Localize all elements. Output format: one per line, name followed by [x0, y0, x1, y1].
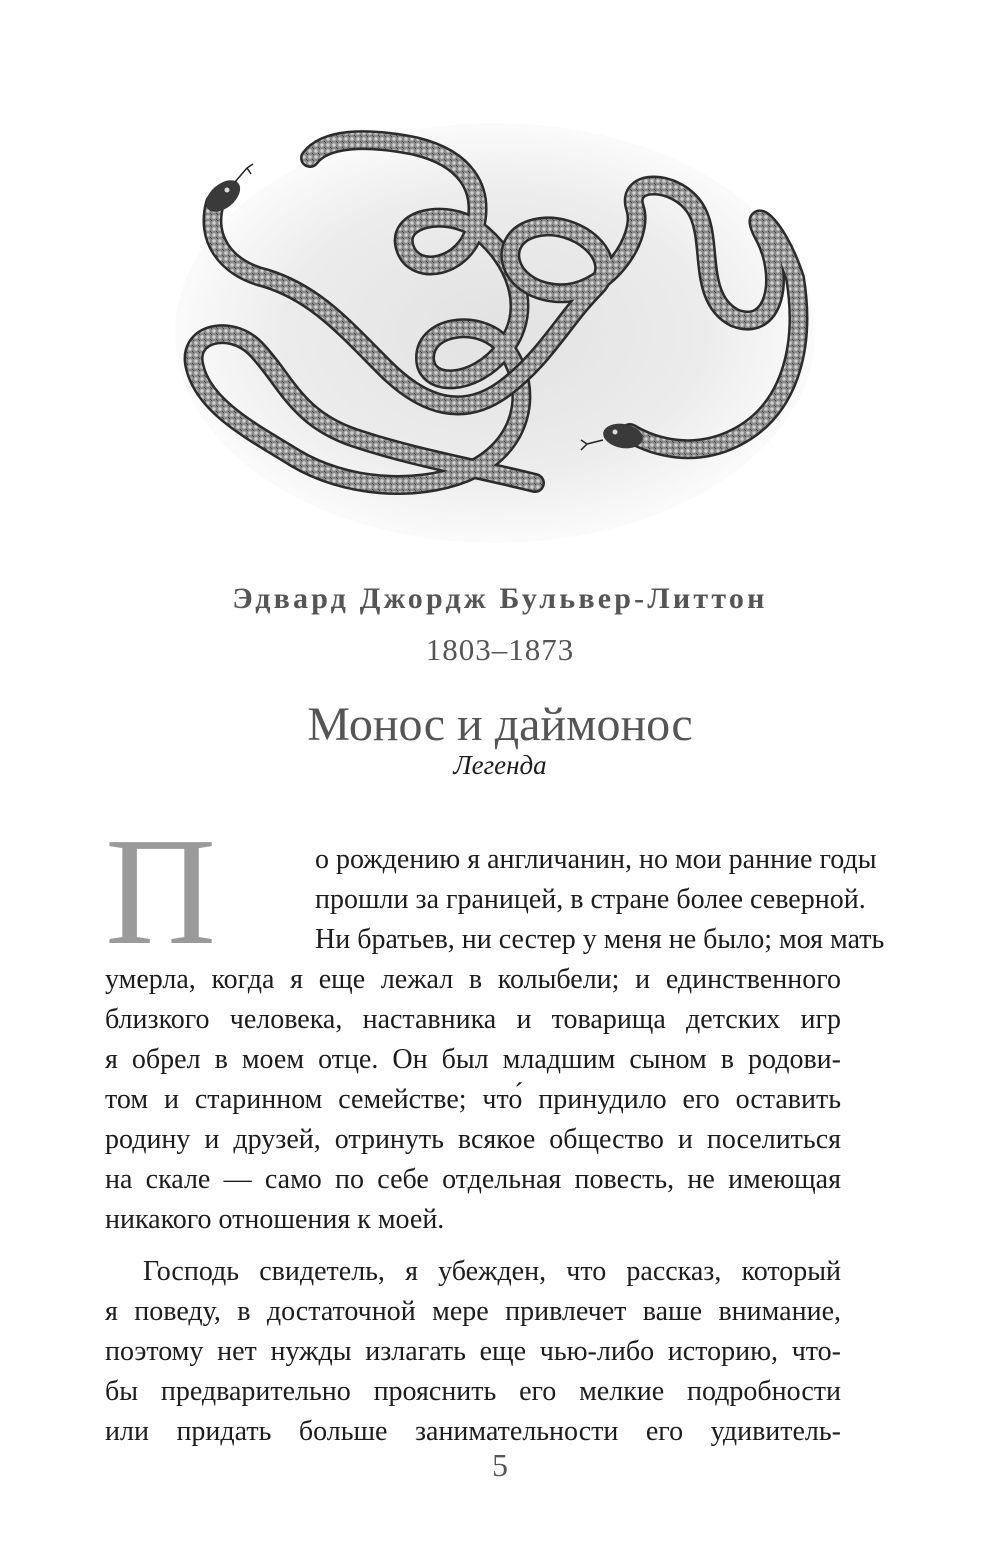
text-line: никакого отношения к моей. [105, 1204, 445, 1235]
two-snakes-illustration [175, 118, 815, 548]
story-title: Монос и даймонос [307, 698, 693, 751]
text-line: бы предварительно прояснить его мелкие подробности [105, 1376, 841, 1407]
text-line: Господь свидетель, я убежден, что рассказ, который [143, 1256, 841, 1287]
author-name: Эдвард Джордж Бульвер-Литтон [232, 582, 768, 615]
drop-cap: П [105, 807, 217, 977]
text-line: о рождению я англичанин, но мои ранние годы [315, 844, 877, 875]
text-line: поэтому нет нужды излагать еще чью-либо историю, что- [105, 1336, 841, 1367]
author-years: 1803–1873 [425, 632, 575, 667]
text-line: прошли за границей, в стране более северной. [315, 884, 866, 915]
text-line: том и старинном семействе; что́ принудило его оставить [105, 1084, 841, 1115]
story-text [105, 840, 885, 1452]
text-line: Ни братьев, ни сестер у меня не было; моя мать [315, 924, 885, 955]
text-line: на скале — само по себе отдельная повесть, не имеющая [105, 1164, 841, 1195]
text-line: умерла, когда я еще лежал в колыбели; и единственного [105, 964, 841, 995]
text-line: я обрел в моем отце. Он был младшим сыном в родови- [105, 1044, 841, 1075]
story-subtitle: Легенда [453, 750, 547, 780]
text-line: я поведу, в достаточной мере привлечет ваше внимание, [105, 1296, 841, 1327]
text-line: родину и друзей, отринуть всякое общество и поселиться [105, 1124, 841, 1155]
text-line: или придать больше занимательности его удивитель- [105, 1416, 841, 1447]
text-line: близкого человека, наставника и товарища детских игр [105, 1004, 841, 1035]
page-number: 5 [492, 1447, 508, 1483]
